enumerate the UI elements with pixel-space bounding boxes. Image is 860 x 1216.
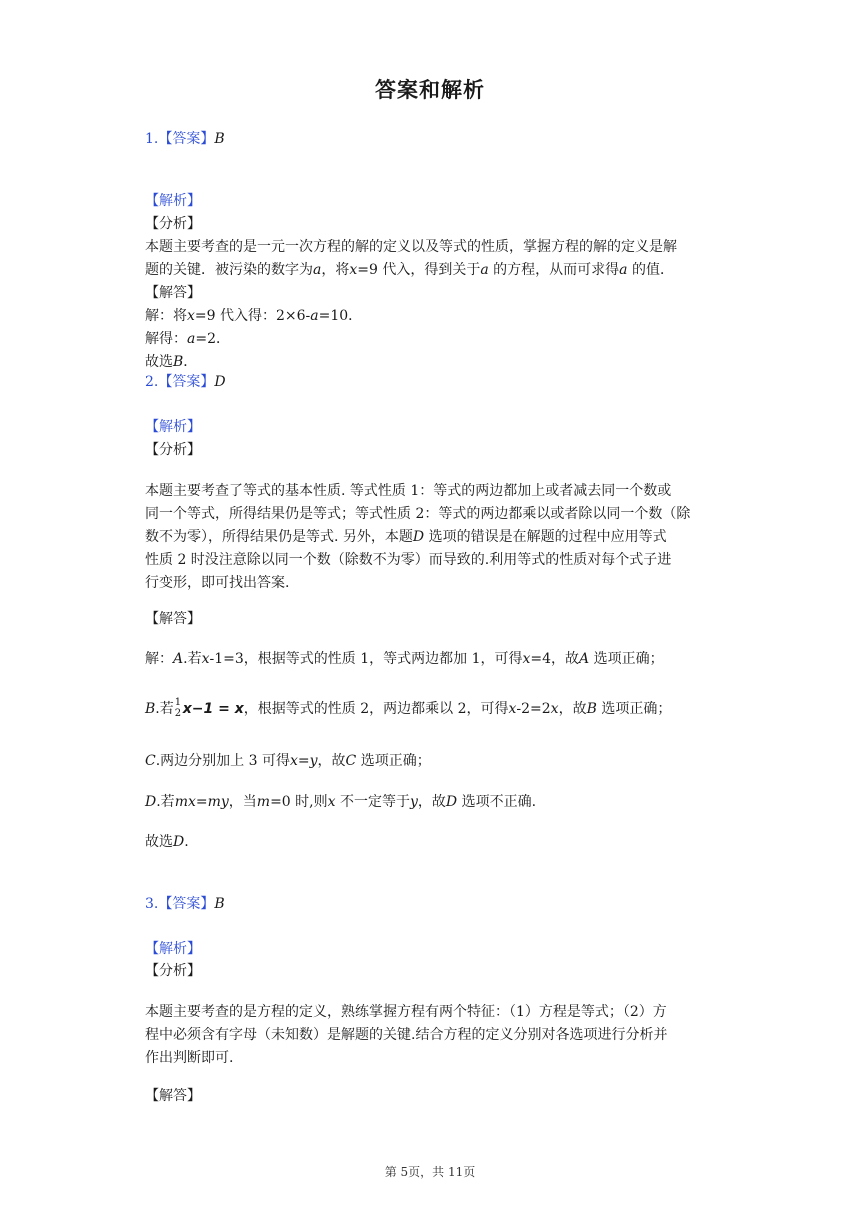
var-a: a (313, 262, 322, 278)
choice-letter: B (586, 701, 597, 717)
var-m: m (256, 794, 271, 810)
var-x: x (289, 753, 298, 769)
text-run: =10． (318, 308, 363, 324)
q2-answer-line (145, 371, 226, 393)
q2-analysis-line-1: 本题主要考查了等式的基本性质. 等式性质 1：等式的两边都加上或者减去同一个数或 (145, 483, 672, 499)
text-run: 不一定等于 (335, 794, 410, 810)
text-run: -2=2 (516, 701, 551, 717)
q2-number: 2. (145, 374, 159, 390)
text-run: ，当 (228, 794, 257, 810)
q2-analysis-line-5: 行变形，即可找出答案. (145, 575, 290, 591)
choice-letter: A (173, 651, 184, 667)
q1-solution-line-3 (145, 351, 197, 373)
text-run: 选项正确； (589, 651, 664, 667)
var-x: x (522, 651, 531, 667)
q1-answer: B (214, 131, 225, 147)
text-run: ，故 (317, 753, 346, 769)
q3-analysis-line-3: 作出判断即可. (145, 1050, 234, 1066)
text-run: . (184, 834, 189, 850)
q1-number: 1. (145, 131, 159, 147)
text-run: ，将 (321, 262, 350, 278)
q2-answer-tag: 【答案】 (158, 374, 215, 390)
page-title: 答案和解析 (375, 77, 485, 102)
fraction-denominator: 2 (174, 708, 182, 719)
var-x: x (508, 701, 517, 717)
q3-jiexi-tag: 【解析】 (145, 941, 201, 957)
var-a: a (480, 262, 489, 278)
text-run: ，根据等式的性质 2，两边都乘以 2，可得 (243, 701, 509, 717)
var-y: y (409, 794, 418, 810)
text-run: 故选 (145, 834, 173, 850)
q2-answer: D (214, 374, 226, 390)
q1-solution-line-1 (145, 305, 362, 327)
q3-answer-tag: 【答案】 (158, 896, 215, 912)
var-y: y (309, 753, 318, 769)
choice-letter: D (173, 834, 185, 850)
q1-answer-line (145, 128, 225, 150)
q2-conclusion-line (145, 831, 189, 853)
var-mx: mx (174, 794, 196, 810)
choice-letter: B (145, 701, 156, 717)
fraction-numerator: 1 (174, 697, 182, 708)
var-a: a (310, 308, 319, 324)
choice-letter: C (145, 753, 156, 769)
q1-fenxi-tag: 【分析】 (145, 216, 201, 232)
page-footer: 第 5页，共 11页 (384, 1165, 476, 1179)
choice-letter: A (579, 651, 590, 667)
text-run: 故选 (145, 354, 173, 370)
q2-analysis-line-4: 性质 2 时没注意除以同一个数（除数不为零）而导致的.利用等式的性质对每个式子进 (145, 552, 672, 568)
text-run: .两边分别加上 3 可得 (155, 753, 290, 769)
q2-analysis-line-3 (145, 526, 667, 548)
text-run: =4，故 (530, 651, 580, 667)
var-a: a (619, 262, 628, 278)
text-run: 数不为零），所得结果仍是等式. 另外，本题 (145, 529, 413, 545)
text-run: .若 (183, 651, 202, 667)
q3-answer-line (145, 893, 225, 915)
var-my: my (207, 794, 229, 810)
text-run: = (297, 753, 310, 769)
text-run: 选项的错误是在解题的过程中应用等式 (424, 529, 667, 545)
text-run: 选项不正确. (457, 794, 537, 810)
q1-jiexi-tag: 【解析】 (145, 193, 201, 209)
var-x: x (349, 262, 358, 278)
text-run: = (195, 794, 208, 810)
text-run: =9 代入，得到关于 (357, 262, 481, 278)
q3-number: 3. (145, 896, 159, 912)
q3-analysis-line-1: 本题主要考查的是方程的定义，熟练掌握方程有两个特征：（1）方程是等式；（2）方 (145, 1004, 667, 1020)
q1-solution-line-2 (145, 328, 230, 350)
q3-analysis-line-2: 程中必须含有字母（未知数）是解题的关键.结合方程的定义分别对各选项进行分析并 (145, 1027, 668, 1043)
q3-jieda-tag: 【解答】 (145, 1088, 201, 1104)
var-a: a (187, 331, 196, 347)
var-x: x (201, 651, 210, 667)
q2-fenxi-tag: 【分析】 (145, 442, 201, 458)
text-run: ，故 (558, 701, 587, 717)
text-run: 题的关键．被污染的数字为 (145, 262, 313, 278)
text-run: =9 代入得：2×6- (194, 308, 311, 324)
var-x: x (187, 308, 195, 324)
text-run: =2． (195, 331, 230, 347)
text-run: =0 时,则 (270, 794, 328, 810)
var-x: x (550, 701, 559, 717)
q2-jiexi-tag: 【解析】 (145, 419, 201, 435)
choice-letter: C (345, 753, 357, 769)
text-run: 选项正确； (596, 701, 672, 717)
text-run: -1=3，根据等式的性质 1，等式两边都加 1，可得 (209, 651, 523, 667)
text-run: 选项正确； (356, 753, 431, 769)
q1-answer-tag: 【答案】 (158, 131, 215, 147)
text-run: 解得： (145, 331, 187, 347)
text-run: 的值． (627, 262, 674, 278)
q1-analysis-line-1: 本题主要考查的是一元一次方程的解的定义以及等式的性质，掌握方程的解的定义是解 (145, 239, 677, 255)
choice-letter: D (412, 529, 425, 545)
choice-letter: D (445, 794, 458, 810)
q2-jieda-tag: 【解答】 (145, 611, 201, 627)
choice-letter: D (145, 794, 157, 810)
q2-option-d-line (145, 791, 536, 813)
text-run: ． (183, 354, 198, 370)
q2-analysis-line-2: 同一个等式，所得结果仍是等式；等式性质 2：等式的两边都乘以或者除以同一个数（除 (145, 506, 691, 522)
q3-fenxi-tag: 【分析】 (145, 963, 201, 979)
choice-letter: B (173, 354, 184, 370)
text-run: 解：将 (145, 308, 187, 324)
text-run: 的方程，从而可求得 (488, 262, 620, 278)
text-run: .若 (155, 701, 174, 717)
q1-analysis-line-2 (145, 259, 674, 281)
text-run: .若 (156, 794, 175, 810)
q2-option-b-line (145, 698, 671, 720)
var-x: x (327, 794, 336, 810)
text-run: 解： (145, 651, 173, 667)
q2-option-c-line (145, 750, 431, 772)
q3-answer: B (214, 896, 225, 912)
q2-option-a-line (145, 648, 664, 670)
q1-jieda-tag: 【解答】 (145, 285, 201, 301)
math-expression: x−1 = x (182, 701, 244, 717)
text-run: ，故 (417, 794, 446, 810)
fraction-one-half (174, 698, 183, 720)
